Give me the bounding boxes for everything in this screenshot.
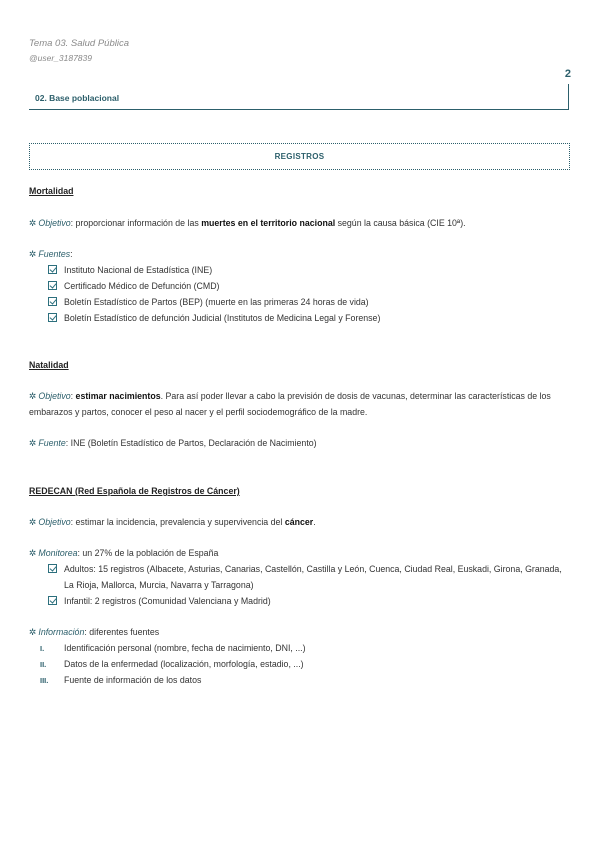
list-item: II. Datos de la enfermedad (localización, morfología, estadio, ...) <box>40 659 304 669</box>
redecan-heading: REDECAN (Red Española de Registros de Cáncer) <box>29 486 240 496</box>
list-item: Adultos: 15 registros (Albacete, Asturias, Canarias, Castellón, Castilla y León, Cuenca, Ciudad Real, Euskadi, Girona, Granada, La Rioja, Mallorca, Murcia, Navarra y Tarragona) <box>48 561 569 593</box>
registros-box: REGISTROS <box>29 143 570 170</box>
list-item: Boletín Estadístico de Partos (BEP) (muerte en las primeras 24 horas de vida) <box>48 294 569 310</box>
checkbox-icon <box>48 313 57 322</box>
checkbox-icon <box>48 281 57 290</box>
list-item: Boletín Estadístico de defunción Judicial (Institutos de Medicina Legal y Forense) <box>48 310 569 326</box>
redecan-monitorea: ✲ Monitorea: un 27% de la población de España <box>29 548 219 558</box>
asterisk-icon: ✲ <box>29 438 37 448</box>
asterisk-icon: ✲ <box>29 548 37 558</box>
checkbox-icon <box>48 265 57 274</box>
page-number: 2 <box>564 68 571 80</box>
asterisk-icon: ✲ <box>29 249 37 259</box>
list-item: Instituto Nacional de Estadística (INE) <box>48 262 569 278</box>
redecan-objetivo: ✲ Objetivo: estimar la incidencia, prevalencia y supervivencia del cáncer. <box>29 517 316 527</box>
mortalidad-objetivo: ✲ Objetivo: proporcionar información de las muertes en el territorio nacional según la causa básica (CIE 10ª). <box>29 218 466 228</box>
section-title: 02. Base poblacional <box>35 93 120 103</box>
user-handle: @user_3187839 <box>29 53 92 63</box>
list-item: Certificado Médico de Defunción (CMD) <box>48 278 569 294</box>
checkbox-icon <box>48 596 57 605</box>
mortalidad-heading: Mortalidad <box>29 186 74 196</box>
checkbox-icon <box>48 564 57 573</box>
asterisk-icon: ✲ <box>29 517 37 527</box>
document-title: Tema 03. Salud Pública <box>29 38 129 49</box>
redecan-informacion: ✲ Información: diferentes fuentes <box>29 627 160 637</box>
list-item: III. Fuente de información de los datos <box>40 675 202 685</box>
checkbox-icon <box>48 297 57 306</box>
list-item: Infantil: 2 registros (Comunidad Valenciana y Madrid) <box>48 593 569 609</box>
asterisk-icon: ✲ <box>29 627 37 637</box>
asterisk-icon: ✲ <box>29 391 37 401</box>
asterisk-icon: ✲ <box>29 218 37 228</box>
list-item: I. Identificación personal (nombre, fecha de nacimiento, DNI, ...) <box>40 643 306 653</box>
natalidad-heading: Natalidad <box>29 360 69 370</box>
natalidad-fuente: ✲ Fuente: INE (Boletín Estadístico de Partos, Declaración de Nacimiento) <box>29 438 317 448</box>
section-header <box>29 84 569 110</box>
mortalidad-fuentes: ✲ Fuentes: <box>29 249 73 259</box>
natalidad-objetivo: ✲ Objetivo: estimar nacimientos. Para así poder llevar a cabo la previsión de dosis de vacunas, determinar las características de los embarazos y partos, conocer el peso al nacer y el perfil sociodemográfico de la madre. <box>29 391 551 417</box>
